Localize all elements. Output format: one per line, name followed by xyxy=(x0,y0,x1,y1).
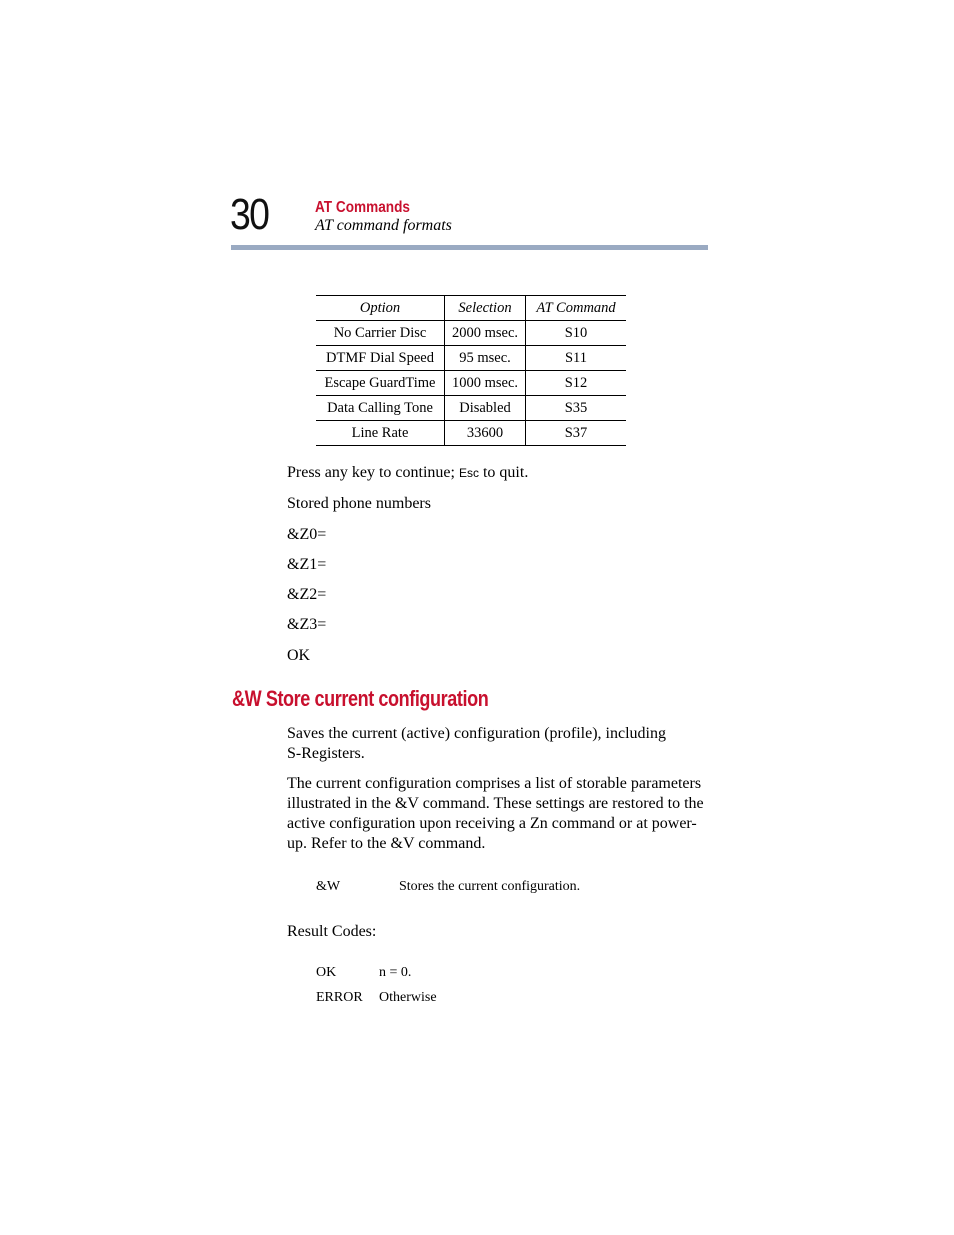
command-name: &W xyxy=(316,879,341,894)
selection-cell: 33600 xyxy=(445,421,526,446)
column-header-selection: Selection xyxy=(445,296,526,321)
result-code-meaning: Otherwise xyxy=(379,990,437,1005)
stored-number-line: &Z0= xyxy=(287,526,327,543)
result-codes-label: Result Codes: xyxy=(287,923,377,940)
stored-number-line: &Z2= xyxy=(287,586,327,603)
esc-key-label: Esc xyxy=(458,466,479,480)
stored-number-line: &Z1= xyxy=(287,556,327,573)
selection-cell: 2000 msec. xyxy=(445,321,526,346)
at-command-cell: S35 xyxy=(526,396,627,421)
column-header-at-command: AT Command xyxy=(526,296,627,321)
result-code-meaning: n = 0. xyxy=(379,965,412,980)
option-cell: Line Rate xyxy=(316,421,445,446)
chapter-title: AT Commands xyxy=(315,199,410,216)
result-code: OK xyxy=(316,965,337,980)
option-cell: DTMF Dial Speed xyxy=(316,346,445,371)
at-command-cell: S11 xyxy=(526,346,627,371)
table-row xyxy=(316,421,626,446)
stored-number-line: &Z3= xyxy=(287,616,327,633)
stored-numbers-ok: OK xyxy=(287,647,311,664)
prompt-text-before: Press any key to continue; xyxy=(287,464,459,481)
page-number: 30 xyxy=(230,190,269,239)
section-heading: &W Store current configuration xyxy=(232,686,489,711)
section-subtitle: AT command formats xyxy=(315,217,452,234)
selection-cell: 95 msec. xyxy=(445,346,526,371)
option-cell: No Carrier Disc xyxy=(316,321,445,346)
column-header-option: Option xyxy=(316,296,445,321)
table-row xyxy=(316,321,626,346)
at-command-cell: S10 xyxy=(526,321,627,346)
continue-prompt xyxy=(287,463,707,483)
at-command-cell: S12 xyxy=(526,371,627,396)
option-cell: Escape GuardTime xyxy=(316,371,445,396)
header-rule xyxy=(231,245,708,250)
stored-numbers-title: Stored phone numbers xyxy=(287,495,431,512)
table-row xyxy=(316,346,626,371)
option-cell: Data Calling Tone xyxy=(316,396,445,421)
prompt-text-after: to quit. xyxy=(478,464,529,481)
selection-cell: 1000 msec. xyxy=(445,371,526,396)
options-table xyxy=(316,295,626,446)
result-code: ERROR xyxy=(316,990,363,1005)
command-description: Stores the current configuration. xyxy=(399,879,581,894)
section-details: The current configuration comprises a list of storable parameters illustrated in the &V command. These settings are restored to the active configuration upon receiving a Zn command or at power-up. Refer to the &V command. xyxy=(287,775,704,852)
section-description: Saves the current (active) configuration (profile), including S-Registers. xyxy=(287,725,666,762)
at-command-cell: S37 xyxy=(526,421,627,446)
table-header-row xyxy=(316,296,626,321)
table-row xyxy=(316,396,626,421)
selection-cell: Disabled xyxy=(445,396,526,421)
table-row xyxy=(316,371,626,396)
